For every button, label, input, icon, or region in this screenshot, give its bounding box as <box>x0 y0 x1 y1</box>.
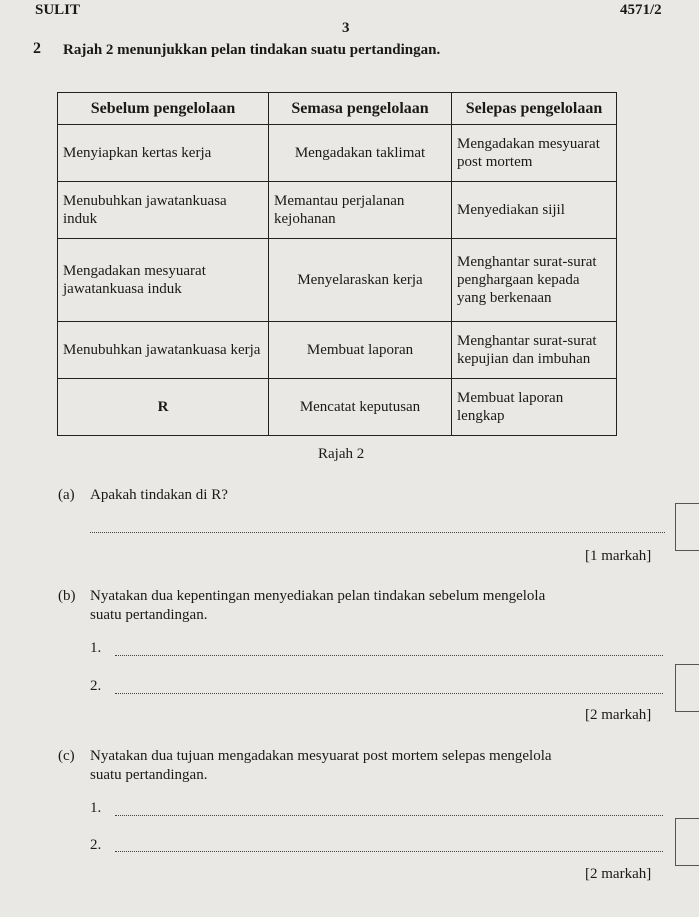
figure-caption: Rajah 2 <box>318 446 365 462</box>
part-b-text-1: Nyatakan dua kepentingan menyediakan pelan tindakan sebelum mengelola <box>90 588 546 604</box>
table-header-during: Semasa pengelolaan <box>269 93 452 125</box>
table-row <box>58 182 617 239</box>
header-sulit: SULIT <box>35 2 81 18</box>
table-cell: Membuat laporan <box>269 321 452 378</box>
marks-b: [2 markah] <box>585 707 652 723</box>
mark-box-c <box>675 818 699 866</box>
part-b-item-2: 2. <box>90 678 102 694</box>
table-cell: Menyiapkan kertas kerja <box>58 125 269 182</box>
part-b-label: (b) <box>58 588 76 604</box>
part-c-label: (c) <box>58 748 75 764</box>
table-cell: Menghantar surat-surat penghargaan kepada yang berkenaan <box>452 239 617 321</box>
part-c-item-1: 1. <box>90 800 102 816</box>
table-row <box>58 125 617 182</box>
answer-line-c2[interactable] <box>115 851 663 852</box>
table-cell: Menyediakan sijil <box>452 182 617 239</box>
question-stem: Rajah 2 menunjukkan pelan tindakan suatu pertandingan. <box>63 42 441 58</box>
table-cell: Memantau perjalanan kejohanan <box>269 182 452 239</box>
page-number: 3 <box>342 20 350 36</box>
table-header-row <box>58 93 617 125</box>
header-code: 4571/2 <box>620 2 662 18</box>
answer-line-a[interactable] <box>90 532 665 533</box>
table-cell-r: R <box>58 378 269 435</box>
table-cell: Membuat laporan lengkap <box>452 378 617 435</box>
table-cell: Mengadakan taklimat <box>269 125 452 182</box>
plan-table <box>57 92 617 436</box>
part-a-label: (a) <box>58 487 75 503</box>
marks-c: [2 markah] <box>585 866 652 882</box>
part-a-text: Apakah tindakan di R? <box>90 487 228 503</box>
part-c-item-2: 2. <box>90 837 102 853</box>
answer-line-c1[interactable] <box>115 815 663 816</box>
table-row <box>58 239 617 321</box>
table-cell: Menubuhkan jawatankuasa induk <box>58 182 269 239</box>
table-cell: Menyelaraskan kerja <box>269 239 452 321</box>
mark-box-a <box>675 503 699 551</box>
marks-a: [1 markah] <box>585 548 652 564</box>
mark-box-b <box>675 664 699 712</box>
part-c-text-1: Nyatakan dua tujuan mengadakan mesyuarat post mortem selepas mengelola <box>90 748 552 764</box>
question-number: 2 <box>33 40 41 57</box>
part-b-text-2: suatu pertandingan. <box>90 607 208 623</box>
table-row <box>58 321 617 378</box>
table-header-before: Sebelum pengelolaan <box>58 93 269 125</box>
part-b-item-1: 1. <box>90 640 102 656</box>
table-cell: Menubuhkan jawatankuasa kerja <box>58 321 269 378</box>
table-header-after: Selepas pengelolaan <box>452 93 617 125</box>
answer-line-b2[interactable] <box>115 693 663 694</box>
table-cell: Mencatat keputusan <box>269 378 452 435</box>
answer-line-b1[interactable] <box>115 655 663 656</box>
table-cell: Mengadakan mesyuarat jawatankuasa induk <box>58 239 269 321</box>
table-cell: Mengadakan mesyuarat post mortem <box>452 125 617 182</box>
table-cell: Menghantar surat-surat kepujian dan imbuhan <box>452 321 617 378</box>
table-row <box>58 378 617 435</box>
part-c-text-2: suatu pertandingan. <box>90 767 208 783</box>
